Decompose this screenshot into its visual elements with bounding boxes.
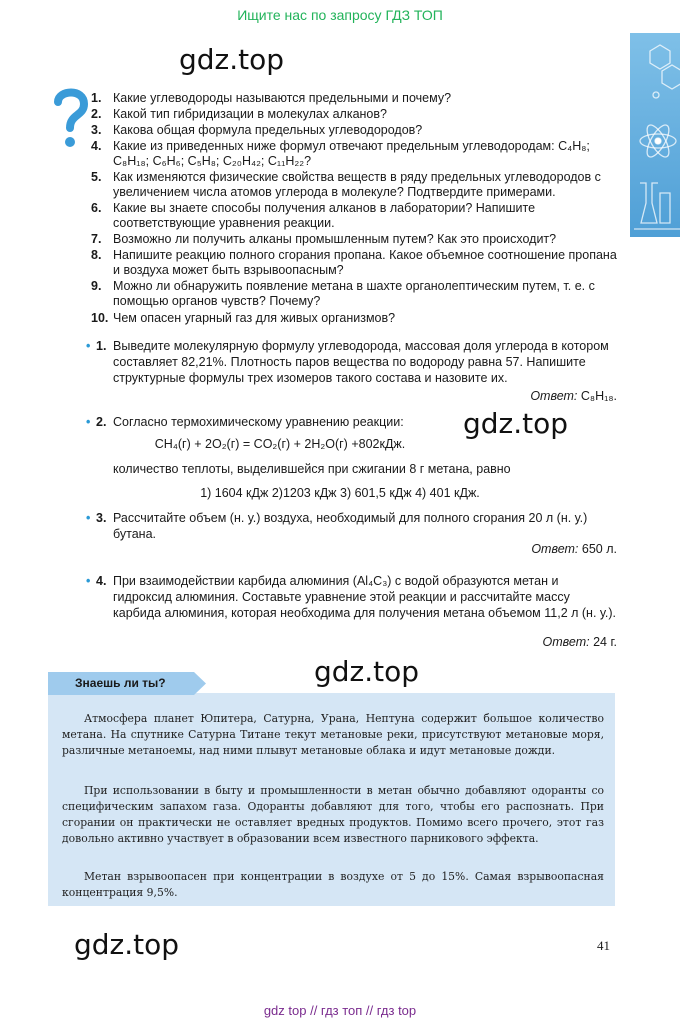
problem-4: • 4. При взаимодействии карбида алюминия (Al₄C₃) с водой образуются метан и гидроксид алюминия. Составьте уравнение этой реакции и рассчитайте массу карбида алюминия, которая необходима для получения метана объемом 11,2 л (н. у.). [86, 574, 617, 620]
question-item: 3. Какова общая формула предельных углеводородов? [91, 123, 423, 137]
watermark: gdz.top [314, 655, 420, 688]
question-item: 6. Какие вы знаете способы получения алканов в лаборатории? Напишите соответствующие уравнения реакции. [91, 201, 536, 230]
watermark: gdz.top [74, 928, 180, 961]
search-banner: Ищите нас по запросу ГДЗ ТОП [237, 7, 443, 23]
did-you-know-title: Знаешь ли ты? [75, 676, 166, 690]
box-paragraph: Атмосфера планет Юпитера, Сатурна, Урана, Нептуна содержит большое количество метана. На спутнике Сатурна Титане текут метановые реки, присутствуют метановые моря, различные метаноемы, над ними плывут метановые облака и идут метановые дожди. [62, 712, 604, 757]
question-item: 10. Чем опасен угарный газ для живых организмов? [91, 311, 396, 325]
question-item: 9. Можно ли обнаружить появление метана в шахте органолептическим путем, т. е. с помощью органов чувств? Почему? [91, 279, 595, 308]
question-mark-icon [50, 86, 90, 150]
science-illustration [630, 33, 680, 237]
problem-3-answer: Ответ: 650 л. [531, 542, 617, 556]
reaction-equation: CH₄(г) + 2O₂(г) = CO₂(г) + 2H₂O(г) +802кДж. [154, 437, 406, 451]
question-item: 4. Какие из приведенных ниже формул отвечают предельным углеводородам: C₄H₈; C₈H₁₈; C₆H₆; C₅H₈; C₂₀H₄₂; C₁₁H₂₂? [91, 139, 590, 168]
footer-links: gdz top // гдз топ // гдз top [263, 1003, 417, 1018]
page-number: 41 [597, 938, 610, 953]
watermark: gdz.top [179, 43, 285, 76]
problem-1-answer: Ответ: C₈H₁₈. [530, 389, 617, 403]
question-item: 8. Напишите реакцию полного сгорания пропана. Какое объемное соотношение пропана и воздуха может быть взрывоопасным? [91, 248, 617, 277]
problem-2: • 2. Согласно термохимическому уравнению реакции: [86, 415, 404, 429]
problem-3: • 3. Рассчитайте объем (н. у.) воздуха, необходимый для полного сгорания 20 л (н. у.) бутана. [86, 511, 588, 541]
problem-4-answer: Ответ: 24 г. [542, 635, 617, 649]
watermark: gdz.top [463, 407, 569, 440]
question-item: 5. Как изменяются физические свойства веществ в ряду предельных углеводородов с увеличением числа атомов углерода в молекуле? Подтвердите примерами. [91, 170, 601, 199]
question-item: 1. Какие углеводороды называются предельными и почему? [91, 91, 452, 105]
problem-2-text: количество теплоты, выделившейся при сжигании 8 г метана, равно [113, 462, 511, 476]
answer-options: 1) 1604 кДж 2)1203 кДж 3) 601,5 кДж 4) 401 кДж. [200, 486, 480, 500]
question-item: 2. Какой тип гибридизации в молекулах алканов? [91, 107, 387, 121]
problem-1: • 1. Выведите молекулярную формулу углеводорода, массовая доля углерода в котором составляет 82,21%. Плотность паров вещества по водороду равна 57. Напишите структурные формулы трех изомеров такого состава и назовите их. [86, 339, 609, 385]
box-paragraph: При использовании в быту и промышленности в метан обычно добавляют одоранты со специфическим запахом газа. Одоранты добавляют для того, чтобы его распознать. При сгорании он практически не оставляет вредных продуктов. Помимо всего прочего, этот газ довольно активно участвует в образовании всем известного парникового эффекта. [62, 784, 604, 845]
question-item: 7. Возможно ли получить алканы промышленным путем? Как это происходит? [91, 232, 557, 246]
box-paragraph: Метан взрывоопасен при концентрации в воздухе от 5 до 15%. Самая взрывоопасная концентрация 9,5%. [62, 870, 604, 899]
